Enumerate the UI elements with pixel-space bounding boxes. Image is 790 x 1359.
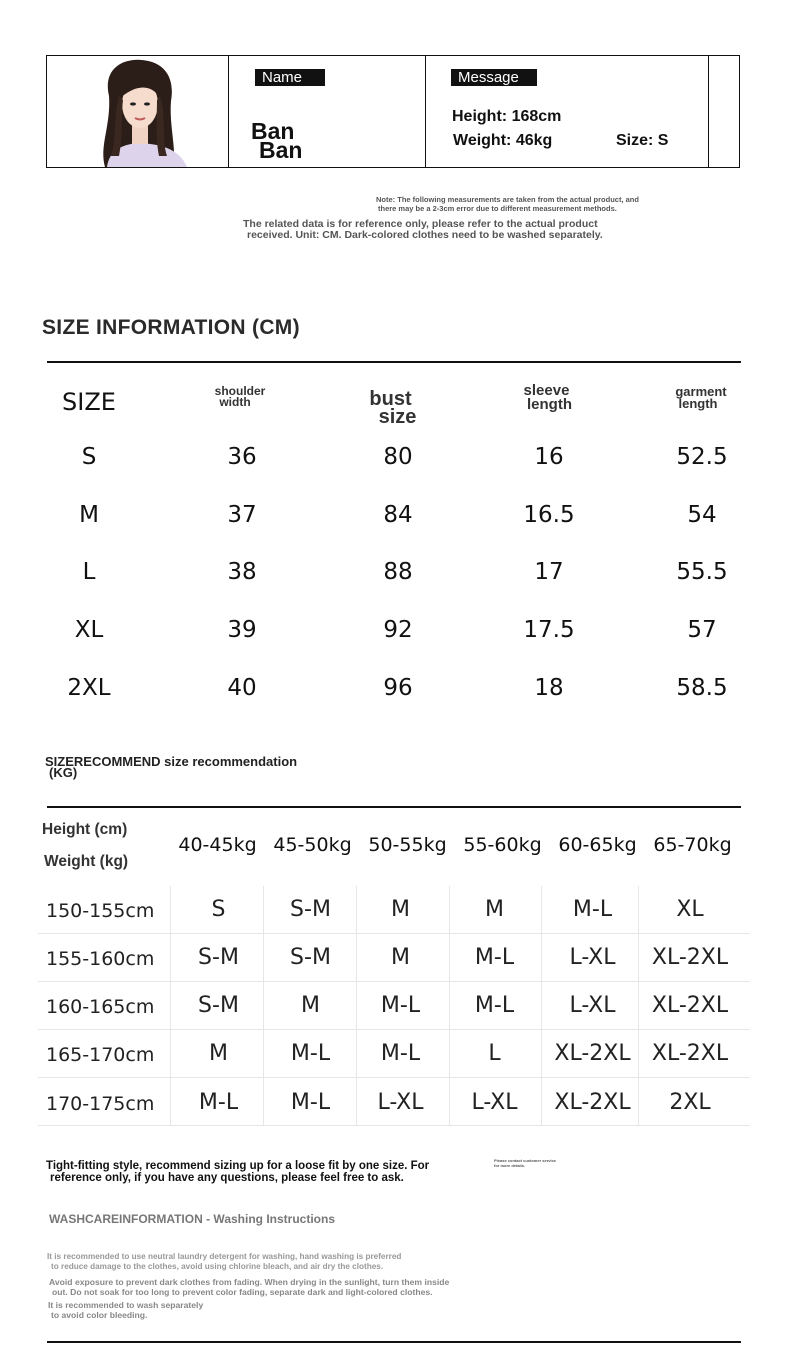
bust-label-1: bust [369, 388, 412, 410]
wash-p1-line2: to reduce damage to the clothes, avoid using chlorine bleach, and air dry the clothes. [51, 1262, 384, 1271]
recommend-title [45, 756, 297, 778]
recommend-size: M [209, 1041, 228, 1066]
garment-cell: 58.5 [676, 675, 728, 701]
col-header-garment [652, 386, 750, 409]
wash-p3-line1: It is recommended to wash separately [48, 1300, 204, 1310]
col-header-size: SIZE [62, 388, 116, 416]
recommend-size: M-L [290, 1090, 331, 1115]
corner-weight-label: Weight (kg) [44, 853, 129, 870]
contact-note-tiny1: Please contact customer service [494, 1158, 557, 1163]
name-tag: Name [255, 69, 325, 86]
recommend-size: M [391, 897, 410, 922]
sleeve-label-2: length [527, 395, 572, 413]
weight-header: 45-50kg [273, 834, 352, 856]
note-small-line2: there may be a 2-3cm error due to different measurement methods. [378, 204, 617, 213]
size-cell: XL [74, 617, 104, 643]
garment-cell: 54 [687, 502, 717, 528]
recommend-size: S-M [198, 945, 239, 970]
garment-cell: 57 [687, 617, 717, 643]
recommend-size: L-XL [569, 993, 616, 1018]
bust-cell: 88 [383, 559, 413, 585]
weight-value: 46kg [515, 132, 553, 149]
recommend-size: XL [676, 897, 704, 922]
weight-header: 55-60kg [463, 834, 542, 856]
recommend-size: S-M [290, 945, 331, 970]
wash-p1-line1: It is recommended to use neutral laundry detergent for washing, hand washing is preferred [47, 1252, 402, 1261]
weight-header: 50-55kg [368, 834, 447, 856]
bust-cell: 92 [383, 617, 413, 643]
sleeve-cell: 17.5 [523, 617, 575, 643]
recommend-size: XL-2XL [554, 1090, 631, 1115]
shoulder-label-1: shoulder [214, 384, 266, 398]
garment-label-1: garment [675, 384, 727, 399]
size-cell: L [82, 559, 96, 585]
size-value: S [657, 132, 669, 149]
shoulder-cell: 40 [227, 675, 257, 701]
weight-info [453, 132, 552, 150]
size-info-title: SIZE INFORMATION (CM) [42, 316, 300, 339]
height-range: 165-170cm [46, 1044, 155, 1066]
recommend-size: M-L [290, 1041, 331, 1066]
wash-title: WASHCAREINFORMATION - Washing Instructions [49, 1212, 335, 1226]
card-divider [425, 56, 426, 167]
shoulder-cell: 37 [227, 502, 257, 528]
message-tag: Message [451, 69, 537, 86]
shoulder-label-2: width [219, 394, 251, 409]
contact-note-tiny2: for more details. [494, 1163, 526, 1168]
recommend-size: M-L [474, 993, 515, 1018]
height-label: Height: [452, 108, 508, 125]
recommend-title-text: SIZERECOMMEND size recommendation [45, 754, 298, 769]
wash-p2-line2: out. Do not soak for too long to prevent color fading, separate dark and light-colored clothes. [52, 1287, 433, 1297]
size-info [616, 132, 668, 150]
divider-line [47, 806, 741, 808]
weight-header: 40-45kg [178, 834, 257, 856]
recommend-size: XL-2XL [651, 993, 729, 1018]
bust-label-2: size [378, 406, 417, 428]
sleeve-cell: 16 [534, 444, 564, 470]
weight-label: Weight: [453, 132, 512, 149]
model-photo [47, 56, 228, 167]
divider-line [47, 361, 741, 363]
height-info [452, 108, 561, 126]
recommend-size: M [485, 897, 504, 922]
col-header-bust [350, 390, 445, 426]
card-divider [228, 56, 229, 167]
wash-p3-line2: to avoid color bleeding. [51, 1310, 148, 1320]
recommend-size: XL-2XL [554, 1041, 631, 1066]
model-name-line1: Ban [251, 118, 295, 144]
divider-line [47, 1341, 741, 1343]
height-range: 155-160cm [46, 948, 155, 970]
weight-header: 60-65kg [558, 834, 637, 856]
recommend-size: L [488, 1041, 501, 1066]
wash-paragraph-2 [49, 1277, 449, 1297]
recommend-size: M-L [198, 1090, 239, 1115]
recommend-size: XL-2XL [651, 1041, 729, 1066]
col-header-shoulder [195, 386, 285, 408]
garment-cell: 52.5 [676, 444, 728, 470]
recommend-size: XL-2XL [651, 945, 729, 970]
reference-note [243, 219, 603, 241]
bust-cell: 84 [383, 502, 413, 528]
recommend-size: S [211, 897, 226, 922]
note-main-line1: The related data is for reference only, please refer to the actual product [243, 218, 598, 230]
recommend-size: M-L [380, 1041, 421, 1066]
col-header-sleeve [502, 384, 597, 411]
recommend-size: M-L [474, 945, 515, 970]
height-value: 168cm [511, 108, 562, 125]
recommend-size: 2XL [669, 1090, 711, 1115]
size-cell: S [81, 444, 97, 470]
sleeve-label-1: sleeve [523, 382, 570, 399]
wash-paragraph-3 [48, 1300, 203, 1320]
size-cell: 2XL [67, 675, 111, 701]
measurement-note-small [376, 195, 639, 213]
recommend-size: S-M [198, 993, 239, 1018]
recommend-size: M-L [572, 897, 613, 922]
garment-cell: 55.5 [676, 559, 728, 585]
bust-cell: 80 [383, 444, 413, 470]
recommend-size: M [391, 945, 410, 970]
model-info-card [46, 55, 740, 168]
bust-cell: 96 [383, 675, 413, 701]
fit-note [46, 1160, 429, 1184]
garment-label-2: length [678, 395, 718, 411]
sleeve-cell: 17 [534, 559, 564, 585]
size-cell: M [79, 502, 99, 528]
recommend-size: L-XL [569, 945, 616, 970]
shoulder-cell: 38 [227, 559, 257, 585]
model-name-line2: Ban [259, 137, 303, 163]
wash-paragraph-1 [47, 1252, 401, 1272]
height-range: 150-155cm [46, 900, 155, 922]
height-range: 170-175cm [46, 1093, 155, 1115]
shoulder-cell: 39 [227, 617, 257, 643]
card-divider [708, 56, 709, 167]
recommend-size: M [301, 993, 320, 1018]
weight-header: 65-70kg [653, 834, 732, 856]
recommend-size: L-XL [377, 1090, 424, 1115]
size-label: Size: [616, 132, 654, 149]
shoulder-cell: 36 [227, 444, 257, 470]
note-main-line2: received. Unit: CM. Dark-colored clothes need to be washed separately. [247, 229, 603, 241]
fit-note-line2: reference only, if you have any questions, please feel free to ask. [50, 1172, 404, 1184]
corner-height-label: Height (cm) [42, 821, 128, 838]
note-small-line1: Note: The following measurements are taken from the actual product, and [376, 195, 639, 204]
sleeve-cell: 16.5 [523, 502, 575, 528]
recommend-size: L-XL [471, 1090, 518, 1115]
height-range: 160-165cm [46, 996, 155, 1018]
recommend-size: M-L [380, 993, 421, 1018]
contact-note-tiny [494, 1158, 556, 1168]
recommend-unit: (KG) [49, 765, 78, 780]
wash-p2-line1: Avoid exposure to prevent dark clothes from fading. When drying in the sunlight, turn them inside [49, 1277, 450, 1287]
fit-note-line1: Tight-fitting style, recommend sizing up for a loose fit by one size. For [46, 1160, 430, 1172]
recommend-size: S-M [290, 897, 331, 922]
sleeve-cell: 18 [534, 675, 564, 701]
